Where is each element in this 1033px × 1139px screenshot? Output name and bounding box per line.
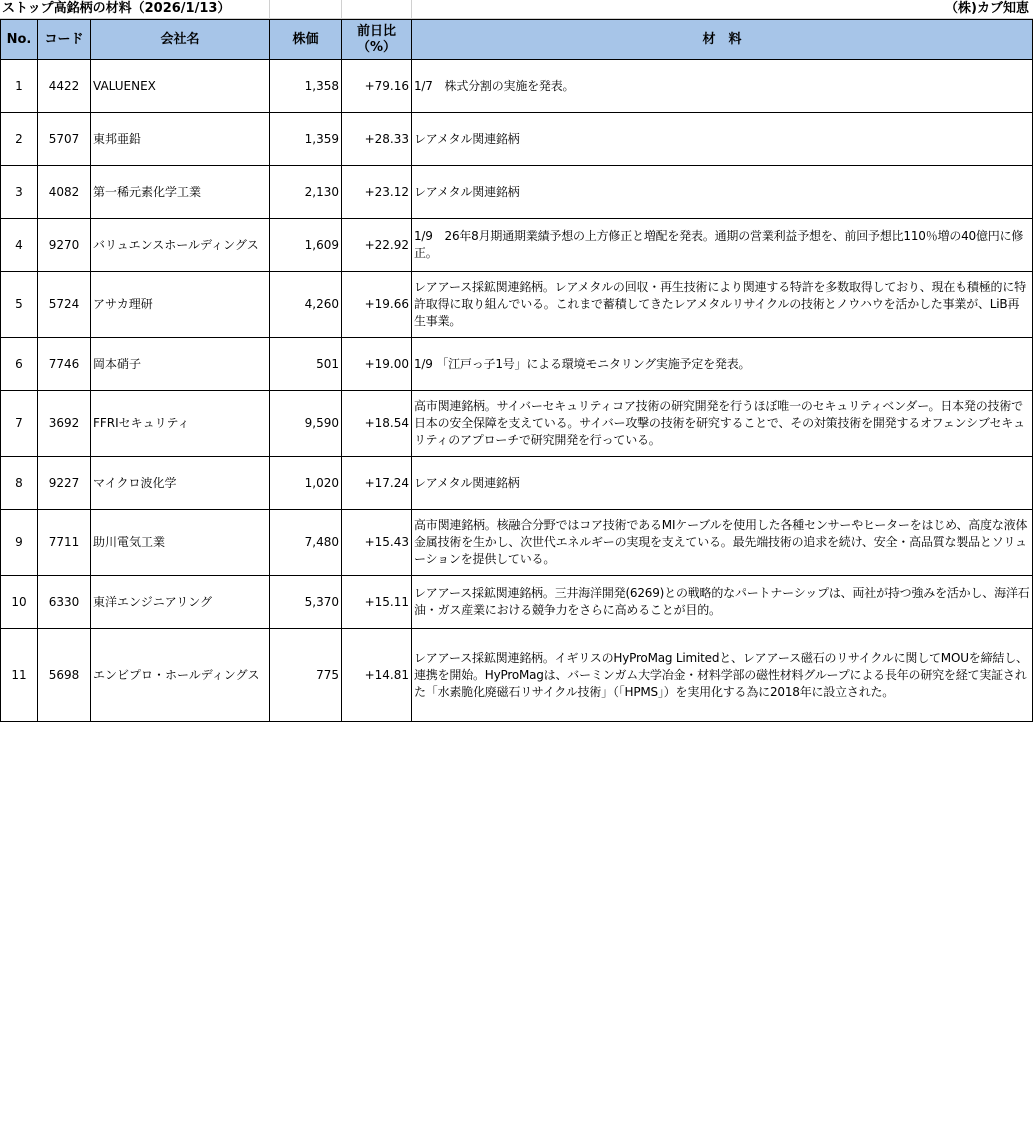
- cell-material: 1/9 26年8月期通期業績予想の上方修正と増配を発表。通期の営業利益予想を、前回予想比110％増の40億円に修正。: [412, 219, 1033, 272]
- cell-change: +14.81: [342, 629, 412, 722]
- cell-material: レアメタル関連銘柄: [412, 166, 1033, 219]
- header-company: 会社名: [91, 20, 270, 60]
- table-row: [1, 629, 1033, 722]
- cell-change: +23.12: [342, 166, 412, 219]
- cell-material: 1/7 株式分割の実施を発表。: [412, 60, 1033, 113]
- stock-table: [0, 19, 1033, 722]
- cell-company: アサカ理研: [91, 272, 270, 338]
- cell-price: 1,359: [270, 113, 342, 166]
- table-row: [1, 457, 1033, 510]
- cell-company: 助川電気工業: [91, 510, 270, 576]
- cell-change: +15.11: [342, 576, 412, 629]
- cell-price: 7,480: [270, 510, 342, 576]
- cell-company: マイクロ波化学: [91, 457, 270, 510]
- cell-no: 1: [1, 60, 38, 113]
- cell-price: 1,358: [270, 60, 342, 113]
- cell-change: +79.16: [342, 60, 412, 113]
- header-no: No.: [1, 20, 38, 60]
- table-row: [1, 166, 1033, 219]
- cell-change: +18.54: [342, 391, 412, 457]
- table-row: [1, 219, 1033, 272]
- cell-no: 9: [1, 510, 38, 576]
- source-label: （株)カブ知恵: [945, 1, 1029, 16]
- table-row: [1, 510, 1033, 576]
- cell-no: 11: [1, 629, 38, 722]
- cell-company: FFRIセキュリティ: [91, 391, 270, 457]
- cell-change: +15.43: [342, 510, 412, 576]
- cell-material: 高市関連銘柄。サイバーセキュリティコア技術の研究開発を行うほぼ唯一のセキュリティベンダー。日本発の技術で日本の安全保障を支えている。サイバー攻撃の技術を研究することで、その対策技術を開発するオフェンシブセキュリティのアプローチで研究開発を行っている。: [412, 391, 1033, 457]
- cell-material: レアアース採鉱関連銘柄。三井海洋開発(6269)との戦略的なパートナーシップは、両社が持つ強みを活かし、海洋石油・ガス産業における競争力をさらに高めることが目的。: [412, 576, 1033, 629]
- cell-material: レアメタル関連銘柄: [412, 457, 1033, 510]
- cell-no: 8: [1, 457, 38, 510]
- table-row: [1, 338, 1033, 391]
- header-price: 株価: [270, 20, 342, 60]
- title-divider: [269, 0, 270, 18]
- cell-code: 6330: [38, 576, 91, 629]
- cell-change: +17.24: [342, 457, 412, 510]
- cell-company: エンビプロ・ホールディングス: [91, 629, 270, 722]
- header-code: コード: [38, 20, 91, 60]
- table-row: [1, 391, 1033, 457]
- cell-no: 7: [1, 391, 38, 457]
- cell-price: 1,609: [270, 219, 342, 272]
- title-divider: [411, 0, 412, 18]
- cell-price: 2,130: [270, 166, 342, 219]
- table-row: [1, 272, 1033, 338]
- cell-material: レアアース採鉱関連銘柄。レアメタルの回収・再生技術により関連する特許を多数取得しており、現在も積極的に特許取得に取り組んでいる。これまで蓄積してきたレアメタルリサイクルの技術とノウハウを活かした事業が、LiB再生事業。: [412, 272, 1033, 338]
- cell-change: +22.92: [342, 219, 412, 272]
- cell-code: 9270: [38, 219, 91, 272]
- cell-company: 岡本硝子: [91, 338, 270, 391]
- cell-code: 4082: [38, 166, 91, 219]
- header-row: [1, 20, 1033, 60]
- cell-code: 5698: [38, 629, 91, 722]
- cell-price: 4,260: [270, 272, 342, 338]
- cell-code: 5707: [38, 113, 91, 166]
- table-row: [1, 113, 1033, 166]
- cell-code: 3692: [38, 391, 91, 457]
- cell-no: 10: [1, 576, 38, 629]
- cell-company: 東洋エンジニアリング: [91, 576, 270, 629]
- cell-company: バリュエンスホールディングス: [91, 219, 270, 272]
- cell-price: 775: [270, 629, 342, 722]
- header-material: 材 料: [412, 20, 1033, 60]
- table-row: [1, 60, 1033, 113]
- header-change: 前日比（%）: [342, 20, 412, 60]
- cell-no: 3: [1, 166, 38, 219]
- cell-material: 高市関連銘柄。核融合分野ではコア技術であるMIケーブルを使用した各種センサーやヒーターをはじめ、高度な液体金属技術を生かし、次世代エネルギーの実現を支えている。最先端技術の追求を続け、安全・高品質な製品とソリューションを提供している。: [412, 510, 1033, 576]
- cell-code: 7746: [38, 338, 91, 391]
- cell-price: 5,370: [270, 576, 342, 629]
- cell-code: 9227: [38, 457, 91, 510]
- cell-change: +19.00: [342, 338, 412, 391]
- cell-no: 6: [1, 338, 38, 391]
- cell-no: 2: [1, 113, 38, 166]
- cell-no: 5: [1, 272, 38, 338]
- cell-company: 東邦亜鉛: [91, 113, 270, 166]
- title-divider: [341, 0, 342, 18]
- cell-code: 5724: [38, 272, 91, 338]
- cell-material: レアアース採鉱関連銘柄。イギリスのHyProMag Limitedと、レアアース磁石のリサイクルに関してMOUを締結し、連携を開始。HyProMagは、バーミンガム大学冶金・材料学部の磁性材料グループによる長年の研究を経て実証された「水素脆化廃磁石リサイクル技術」（「HPMS」）を実用化する為に2018年に設立された。: [412, 629, 1033, 722]
- table-row: [1, 576, 1033, 629]
- cell-code: 4422: [38, 60, 91, 113]
- cell-company: VALUENEX: [91, 60, 270, 113]
- cell-price: 9,590: [270, 391, 342, 457]
- sheet-title: ストップ高銘柄の材料（2026/1/13）: [2, 1, 231, 16]
- cell-change: +19.66: [342, 272, 412, 338]
- cell-change: +28.33: [342, 113, 412, 166]
- cell-price: 501: [270, 338, 342, 391]
- cell-company: 第一稀元素化学工業: [91, 166, 270, 219]
- cell-material: 1/9 「江戸っ子1号」による環境モニタリング実施予定を発表。: [412, 338, 1033, 391]
- cell-code: 7711: [38, 510, 91, 576]
- title-row: [0, 0, 1033, 19]
- cell-material: レアメタル関連銘柄: [412, 113, 1033, 166]
- cell-price: 1,020: [270, 457, 342, 510]
- cell-no: 4: [1, 219, 38, 272]
